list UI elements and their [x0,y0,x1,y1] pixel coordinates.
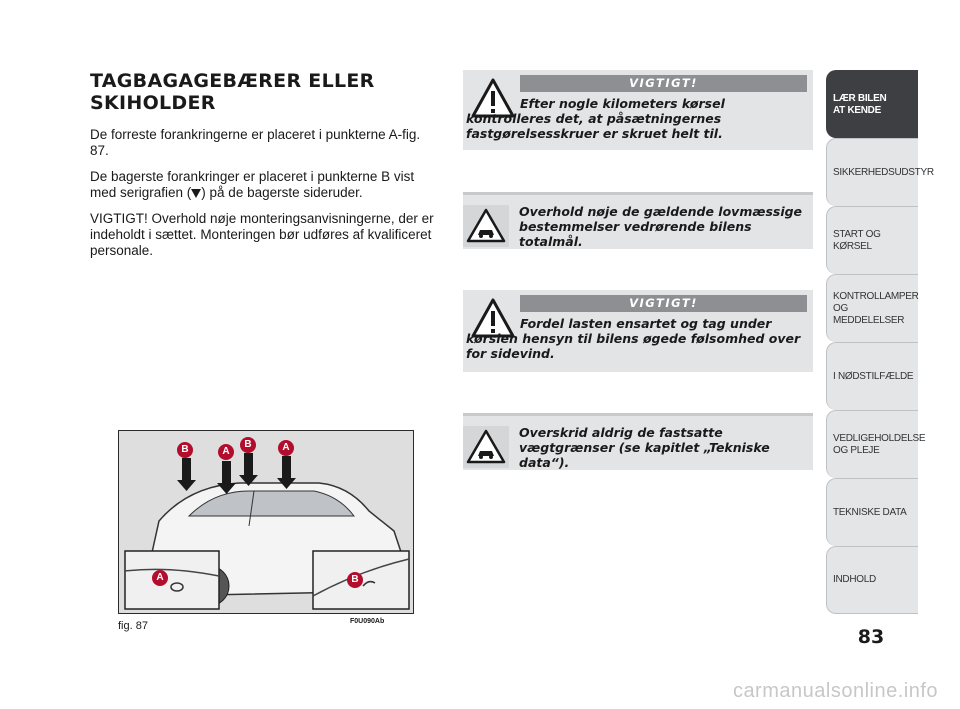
chapter-sidebar [826,70,934,614]
road-sign-car-icon [463,205,509,247]
car-illustration [119,431,413,613]
tab-vedligeholdelse[interactable]: VEDLIGEHOLDELSE OG PLEJE [826,410,918,478]
warning-label: VIGTIGT! [520,75,807,92]
section-title: TAGBAGAGEBÆRER ELLER SKIHOLDER [90,70,375,114]
figure-car-roof-anchors [118,430,414,614]
marker-badge: A [278,440,294,456]
paragraph-important: VIGTIGT! Overhold nøje monteringsanvisningerne, der er indeholdt i sættet. Monteringen bør udføres af kvalificeret personale. [90,211,434,258]
tab-laer-bilen-at-kende[interactable]: LÆR BILEN AT KENDE [826,70,918,138]
tab-start-og-korsel[interactable]: START OG KØRSEL [826,206,918,274]
note-box [463,413,813,470]
warning-box [463,290,813,372]
tab-tekniske-data[interactable]: TEKNISKE DATA [826,478,918,546]
marker-badge: B [347,572,363,588]
marker-badge: A [152,570,168,586]
note-box [463,192,813,249]
road-sign-car-icon [463,426,509,468]
page-number: 83 [857,626,885,648]
note-text: Overskrid aldrig de fastsatte vægtgrænser (se kapitlet „Tekniske data“). [519,425,770,470]
warning-text: Efter nogle kilometers kørsel kontrolleres det, at påsætningernes fastgørelsesskruer er skruet helt til. [466,96,725,141]
tab-kontrollamper[interactable]: KONTROLLAMPER OG MEDDELELSER [826,274,918,342]
warning-label: VIGTIGT! [520,295,807,312]
down-triangle-icon [191,188,201,198]
marker-badge: A [218,444,234,460]
tab-indhold[interactable]: INDHOLD [826,546,918,614]
note-text: Overhold nøje de gældende lovmæssige bestemmelser vedrørende bilens totalmål. [519,204,803,249]
tab-i-nodstilfaelde[interactable]: I NØDSTILFÆLDE [826,342,918,410]
warning-box [463,70,813,150]
paragraph-rear-anchors: De bagerste forankringer er placeret i punkterne B vist med serigrafien ( ) på de bagerste sideruder. [90,169,415,200]
watermark: carmanualsonline.info [732,680,938,702]
tab-sikkerhedsudstyr[interactable]: SIKKERHEDSUDSTYR [826,138,918,206]
figure-code: F0U090Ab [350,618,385,625]
marker-badge: B [240,437,256,453]
figure-label: fig. 87 [118,620,148,632]
warning-text: Fordel lasten ensartet og tag under kørslen hensyn til bilens øgede følsomhed over for sidevind. [466,316,801,361]
paragraph-front-anchors: De forreste forankringerne er placeret i punkterne A-fig. 87. [90,127,421,158]
marker-badge: B [177,442,193,458]
